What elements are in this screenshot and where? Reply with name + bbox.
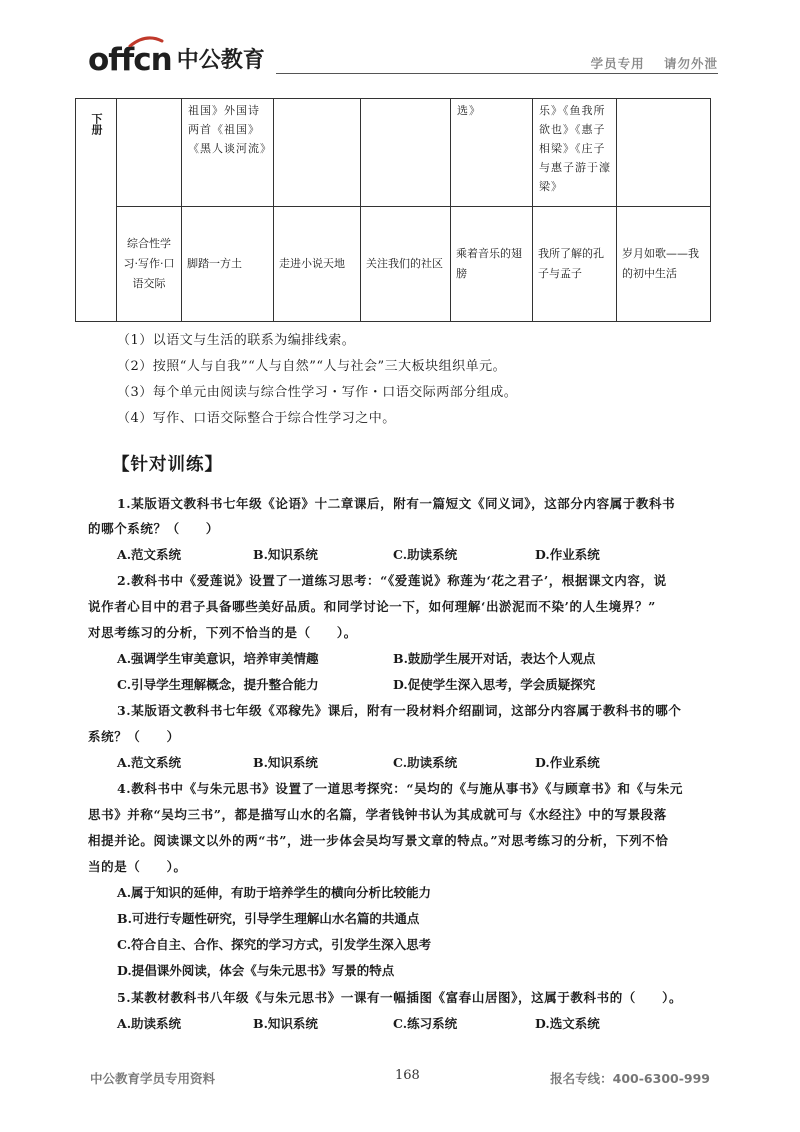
logo-wordmark [88,44,172,76]
q4-option-d: D.提倡课外阅读，体会《与朱元思书》写景的特点 [117,963,395,978]
question-2-line-2: 说作者心目中的君子具备哪些美好品质。和同学讨论一下，如何理解‘出淤泥而不染’的人生境界？” [88,599,656,614]
volume-cell: 下册 [76,99,117,322]
q2-option-c: C.引导学生理解概念，提升整合能力 [117,677,319,692]
q5-option-d: D.选文系统 [535,1016,600,1031]
table-row [76,99,711,207]
question-2-line-1: 2.教科书中《爱莲说》设置了一道练习思考：“《爱莲说》称莲为‘花之君子’，根据课文内容，说 [117,573,667,588]
table-cell: 我所了解的孔子与孟子 [533,207,617,322]
table-cell: 走进小说天地 [274,207,361,322]
table-cell [274,99,361,207]
question-1-line-1: 1.某版语文教科书七年级《论语》十二章课后，附有一篇短文《同义词》，这部分内容属于教科书 [117,496,676,511]
header-tag-student: 学员专用 [590,56,645,71]
note-3: （3）每个单元由阅读与综合性学习・写作・口语交际两部分组成。 [117,385,518,400]
q5-option-c: C.练习系统 [393,1016,458,1031]
page-number: 168 [395,1068,420,1083]
q1-option-b: B.知识系统 [253,547,318,562]
table-cell: 乐》《鱼我所欲也》《惠子相梁》《庄子与惠子游于濠梁》 [533,99,617,207]
q4-option-a: A.属于知识的延伸，有助于培养学生的横向分析比较能力 [117,885,432,900]
question-4-line-1: 4.教科书中《与朱元思书》设置了一道思考探究：“吴均的《与施从事书》《与顾章书》和《与朱元 [117,781,683,796]
table-cell: 关注我们的社区 [361,207,451,322]
table-cell [117,99,182,207]
section-title: 【针对训练】 [112,455,223,475]
q1-option-c: C.助读系统 [393,547,458,562]
table-cell: 选》 [451,99,533,207]
q4-option-c: C.符合自主、合作、探究的学习方式，引发学生深入思考 [117,937,432,952]
question-4-line-4: 当的是（ ）。 [88,859,187,874]
table-cell: 脚踏一方土 [182,207,274,322]
question-2-line-3: 对思考练习的分析，下列不恰当的是（ ）。 [88,625,357,640]
table-cell [617,99,711,207]
curriculum-table [75,98,711,322]
question-5-line-1: 5.某教材教科书八年级《与朱元思书》一课有一幅插图《富春山居图》，这属于教科书的（ ）。 [117,990,683,1005]
question-1-line-2: 的哪个系统？（ ） [88,521,220,536]
table-cell: 乘着音乐的翅膀 [451,207,533,322]
header-tags [577,54,718,72]
logo-arc-icon [128,35,164,47]
q3-option-d: D.作业系统 [535,755,600,770]
q5-option-b: B.知识系统 [253,1016,318,1031]
q5-option-a: A.助读系统 [117,1016,182,1031]
table-cell: 综合性学习·写作·口语交际 [117,207,182,322]
logo-en-text: offcn [88,42,172,78]
footer-left-text: 中公教育学员专用资料 [90,1071,216,1086]
table-cell [361,99,451,207]
logo-cn-text: 中公教育 [176,48,265,73]
table-row [76,207,711,322]
note-4: （4）写作、口语交际整合于综合性学习之中。 [117,411,396,426]
note-2: （2）按照“人与自我”“人与自然”“人与社会”三大板块组织单元。 [117,359,507,374]
question-3-line-1: 3.某版语文教科书七年级《邓稼先》课后，附有一段材料介绍副词，这部分内容属于教科书的哪个 [117,703,682,718]
note-1: （1）以语文与生活的联系为编排线索。 [117,333,356,348]
table-cell: 祖国》外国诗两首《祖国》《黑人谈河流》 [182,99,274,207]
q2-option-b: B.鼓励学生展开对话，表达个人观点 [393,651,596,666]
q1-option-a: A.范文系统 [117,547,182,562]
offcn-logo [88,42,265,76]
header-rule [276,73,718,74]
question-4-line-3: 相提并论。阅读课文以外的两“书”，进一步体会吴均写景文章的特点。”对思考练习的分析，下列不恰 [88,833,669,848]
table-cell: 岁月如歌——我的初中生活 [617,207,711,322]
header-tag-confidential: 请勿外泄 [663,56,718,71]
question-3-line-2: 系统？（ ） [88,729,180,744]
page-header [88,40,718,80]
question-4-line-2: 思书》并称“吴均三书”，都是描写山水的名篇，学者钱钟书认为其成就可与《水经注》中的写景段落 [88,807,667,822]
q2-option-a: A.强调学生审美意识，培养审美情趣 [117,651,319,666]
q1-option-d: D.作业系统 [535,547,600,562]
q4-option-b: B.可进行专题性研究，引导学生理解山水名篇的共通点 [117,911,420,926]
q2-option-d: D.促使学生深入思考，学会质疑探究 [393,677,596,692]
footer-hotline: 报名专线：400-6300-999 [550,1071,710,1086]
q3-option-b: B.知识系统 [253,755,318,770]
q3-option-a: A.范文系统 [117,755,182,770]
page-footer [90,1069,710,1089]
q3-option-c: C.助读系统 [393,755,458,770]
